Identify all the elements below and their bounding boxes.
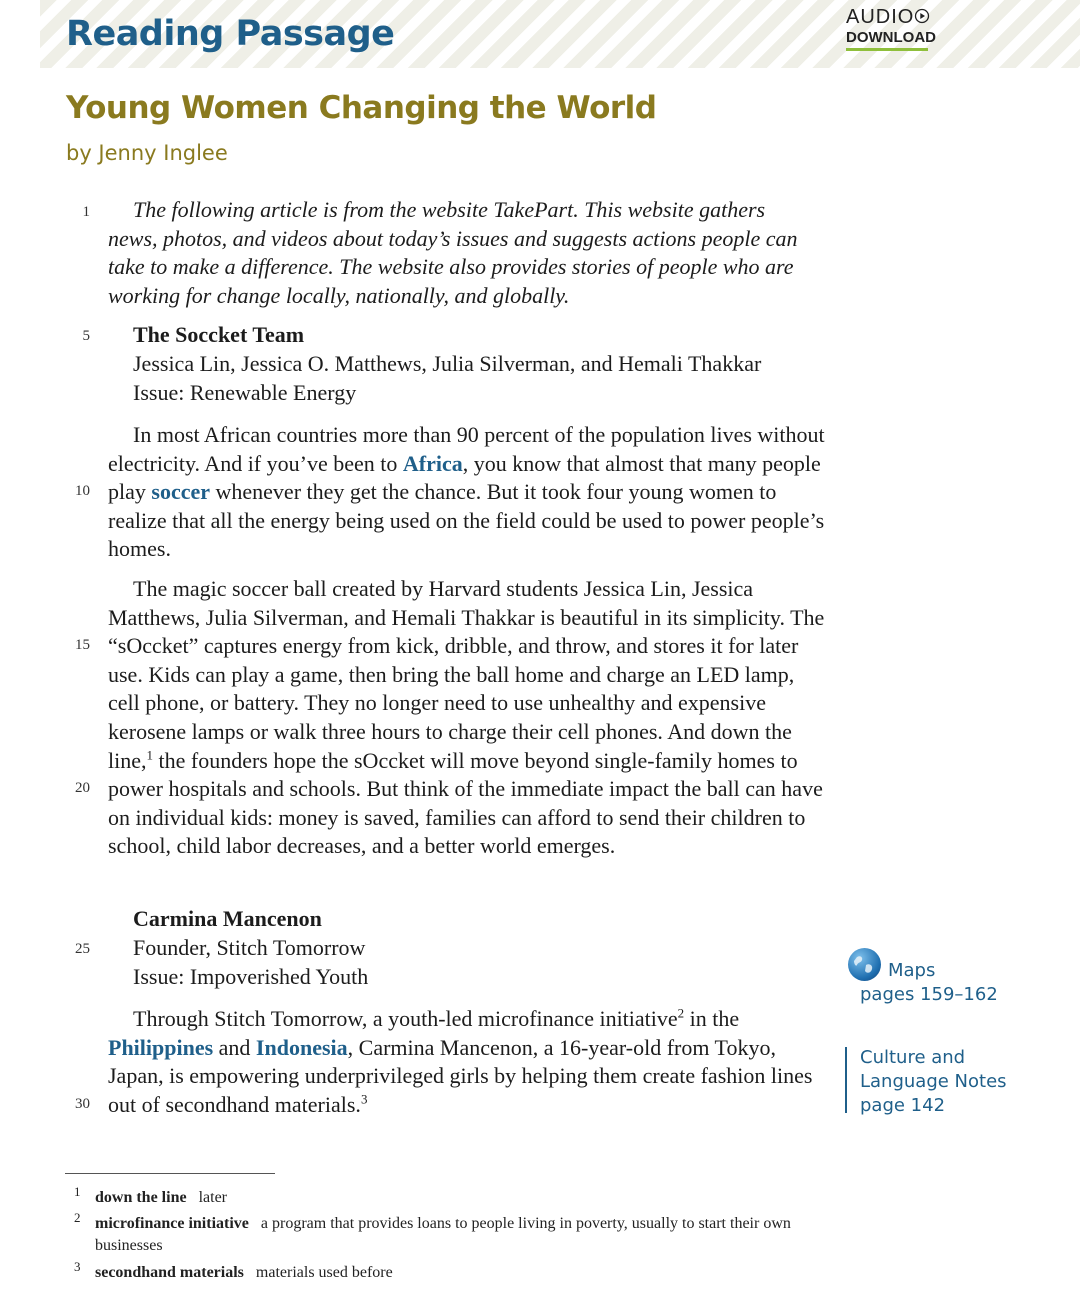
africa-link[interactable]: Africa [402, 450, 463, 476]
footnote-definition: materials used before [255, 1264, 393, 1281]
soccket-issue: Issue: Renewable Energy [133, 380, 357, 405]
notes-label-line1[interactable]: Culture and [860, 1047, 966, 1068]
indonesia-link[interactable]: Indonesia [255, 1034, 348, 1060]
audio-play-icon[interactable] [914, 8, 930, 24]
footnote-item [95, 1262, 815, 1284]
maps-label[interactable]: Maps [888, 960, 936, 981]
footnote-ref-1: 1 [146, 747, 153, 763]
download-label: DOWNLOAD [846, 28, 928, 51]
carmina-issue: Issue: Impoverished Youth [133, 964, 369, 989]
notes-label-line2[interactable]: Language Notes [860, 1071, 1007, 1092]
line-number: 15 [75, 637, 90, 653]
line-number: 25 [75, 941, 90, 957]
footnote-definition: a program that provides loans to people living in poverty, usually to start their own businesses [95, 1215, 791, 1254]
soccket-people: Jessica Lin, Jessica O. Matthews, Julia Silverman, and Hemali Thakkar [133, 351, 762, 376]
line-number: 20 [75, 780, 90, 796]
carmina-role: Founder, Stitch Tomorrow [133, 935, 366, 960]
footnote-number: 3 [74, 1259, 81, 1274]
article-byline: by Jenny Inglee [66, 141, 228, 165]
footnote-number: 1 [74, 1184, 81, 1199]
footnote-definition: later [198, 1189, 227, 1206]
soccket-paragraph-1 [108, 421, 828, 564]
intro-paragraph: The following article is from the website TakePart. This website gathers news, photos, and videos about today’s issues and suggests actions people can take to make a difference. The website also provides stories of people who are working for change locally, nationally, and globally. [108, 197, 798, 308]
notes-divider [845, 1047, 847, 1113]
line-number: 1 [82, 204, 90, 220]
text-run: the founders hope the sOccket will move beyond single-family homes to power hospitals and schools. But think of the immediate impact the ball can have on individual kids: money is saved, families can afford to send their children to school, child labor decreases, and a better world emerges. [108, 747, 823, 859]
footnote-divider [65, 1173, 275, 1174]
footnote-number: 2 [74, 1210, 81, 1225]
philippines-link[interactable]: Philippines [108, 1034, 214, 1060]
footnote-term: microfinance initiative [95, 1215, 249, 1232]
maps-pages-link[interactable]: pages 159–162 [860, 984, 998, 1005]
text-run: Through Stitch Tomorrow, a youth-led microfinance initiative [133, 1006, 678, 1031]
section-heading-carmina: Carmina Mancenon [133, 906, 322, 931]
article-title: Young Women Changing the World [66, 90, 657, 126]
audio-label: AUDIO [846, 6, 915, 28]
footnote-item [95, 1187, 815, 1209]
section-heading-soccket: The Soccket Team [133, 322, 305, 347]
footnote-term: secondhand materials [95, 1264, 244, 1281]
footnote-term: down the line [95, 1189, 187, 1206]
footnote-item [95, 1213, 805, 1257]
carmina-paragraph [108, 1005, 828, 1119]
footnote-ref-2: 2 [677, 1005, 685, 1021]
line-number: 5 [82, 328, 90, 344]
line-number: 30 [75, 1096, 90, 1112]
text-run: in the [684, 1006, 740, 1031]
soccket-paragraph-2 [108, 575, 828, 861]
notes-page-link[interactable]: page 142 [860, 1095, 946, 1116]
text-run: , Carmina Mancenon, a 16-year-old from Tokyo, Japan, is empowering underprivileged girls by helping them create fashion lines out of secondhand materials. [108, 1034, 813, 1117]
text-run: In most African countries more than 90 percent of the population lives without electricity. And if you’ve been to [108, 422, 825, 476]
text-run: , you know that almost that many people play [108, 450, 821, 505]
line-number: 10 [75, 483, 90, 499]
section-title: Reading Passage [66, 14, 395, 54]
text-run: and [213, 1034, 256, 1060]
footnote-ref-3: 3 [360, 1091, 368, 1107]
globe-icon [848, 948, 881, 981]
soccer-link[interactable]: soccer [151, 479, 211, 505]
text-run: whenever they get the chance. But it took four young women to realize that all the energy being used on the field could be used to power people’s homes. [108, 479, 825, 562]
text-run: The magic soccer ball created by Harvard students Jessica Lin, Jessica Matthews, Julia Silverman, and Hemali Thakkar is beautiful in its simplicity. The “sOccket” captures energy from kick, dribble, and throw, and stores it for later use. Kids can play a game, then bring the ball home and charge an LED lamp, cell phone, or battery. They no longer need to use unhealthy and expensive kerosene lamps or walk three hours to charge their cell phones. And down the line, [108, 576, 825, 773]
